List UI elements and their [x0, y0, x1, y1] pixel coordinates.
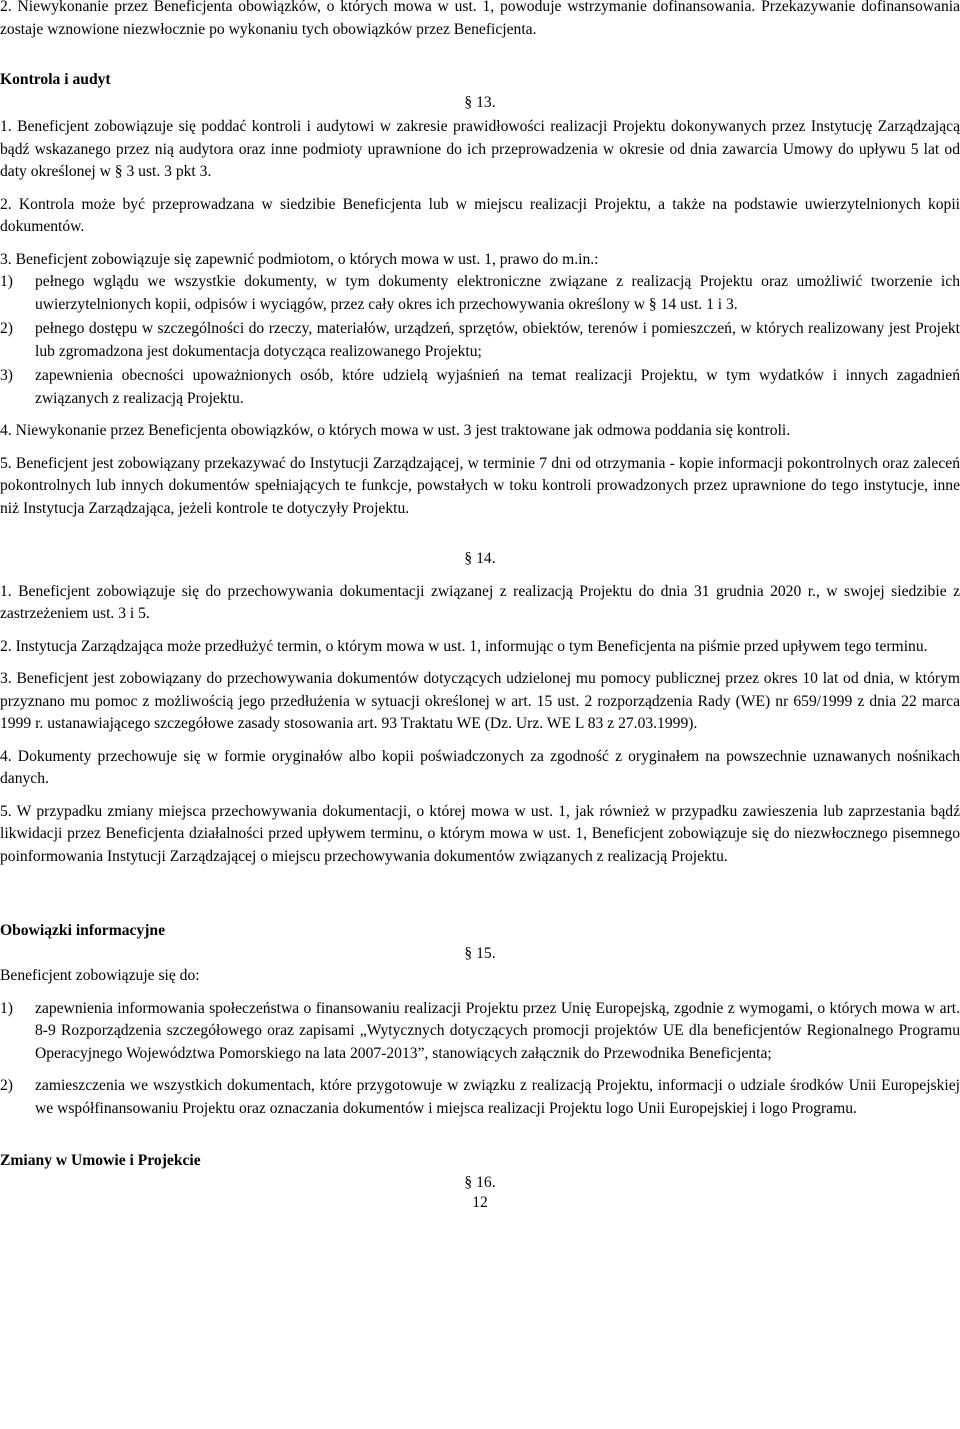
s14-paragraph-3: 3. Beneficjent jest zobowiązany do przechowywania dokumentów dotyczących udzielonej mu pomocy publicznej przez okres 10 lat od dnia, w którym przyznano mu pomoc z możliwością jego przedłużenia w sytuacji określonej w art. 15 ust. 2 rozporządzenia Rady (WE) nr 659/1999 z dnia 22 marca 1999 r. ustanawiającego szczegółowe zasady stosowania art. 93 Traktatu WE (Dz. Urz. WE L 83 z 27.03.1999). [0, 670, 960, 732]
list-item [0, 998, 960, 1066]
list-item [0, 365, 960, 410]
section-14-title: § 14. [464, 550, 496, 567]
s13-paragraph-1: 1. Beneficjent zobowiązuje się poddać kontroli i audytowi w zakresie prawidłowości realizacji Projektu dokonywanych przez Instytucję Zarządzającą bądź wskazanego przez nią audytora oraz inne podmioty uprawnione do ich przeprowadzenia w okresie od dnia zawarcia Umowy do upływu 5 lat od daty określonej w § 3 ust. 3 pkt 3. [0, 118, 960, 180]
list-item-number: 1) [0, 273, 13, 290]
list-item-number: 1) [0, 999, 13, 1017]
s13-paragraph-4: 4. Niewykonanie przez Beneficjenta obowiązków, o których mowa w ust. 3 jest traktowane jak odmowa poddania się kontroli. [0, 422, 791, 439]
s15-intro: Beneficjent zobowiązuje się do: [0, 967, 200, 984]
list-item-text: pełnego dostępu w szczególności do rzeczy, materiałów, urządzeń, sprzętów, obiektów, terenów i pomieszczeń, w których realizowany jest Projekt lub zgromadzona jest dokumentacja dotycząca realizowanego Projektu; [35, 320, 960, 360]
list-item-number: 2) [0, 1077, 13, 1094]
s13-paragraph-5: 5. Beneficjent jest zobowiązany przekazywać do Instytucji Zarządzającej, w terminie 7 dni od otrzymania - kopie informacji pokontrolnych oraz zaleceń pokontrolnych lub innych dokumentów spełniających te funkcje, powstałych w toku kontroli prowadzonych przez uprawnione do tego instytucje, inne niż Instytucja Zarządzająca, jeżeli kontrole te dotyczyły Projektu. [0, 454, 960, 517]
s13-paragraph-2: 2. Kontrola może być przeprowadzana w siedzibie Beneficjenta lub w miejscu realizacji Projektu, a także na podstawie uwierzytelnionych kopii dokumentów. [0, 195, 960, 235]
s14-paragraph-1: 1. Beneficjent zobowiązuje się do przechowywania dokumentacji związanej z realizacją Projektu do dnia 31 grudnia 2020 r., w swojej siedzibie z zastrzeżeniem ust. 3 i 5. [0, 582, 960, 622]
list-item-text: zamieszczenia we wszystkich dokumentach, które przygotowuje w związku z realizacją Projektu, informacji o udziale środków Unii Europejskiej we współfinansowaniu Projektu oraz oznaczania dokumentów i miejsca realizacji Projektu logo Unii Europejskiej i logo Programu. [35, 1077, 960, 1117]
list-item-text: pełnego wglądu we wszystkie dokumenty, w tym dokumenty elektroniczne związane z realizacją Projektu oraz umożliwić tworzenie ich uwierzytelnionych kopii, odpisów i wyciągów, przez cały okres ich przechowywania określony w § 14 ust. 1 i 3. [35, 273, 960, 313]
list-item [0, 318, 960, 363]
heading-kontrola: Kontrola i audyt [0, 71, 111, 88]
s14-paragraph-2: 2. Instytucja Zarządzająca może przedłużyć termin, o którym mowa w ust. 1, informując o tym Beneficjenta na piśmie przed upływem tego terminu. [0, 637, 928, 655]
s14-paragraph-5: 5. W przypadku zmiany miejsca przechowywania dokumentacji, o której mowa w ust. 1, jak również w przypadku zawieszenia lub zaprzestania bądź likwidacji przez Beneficjenta działalności przed upływem terminu, o którym mowa w ust. 1, Beneficjent zobowiązuje się do niezwłocznego pisemnego poinformowania Instytucji Zarządzającej o miejscu przechowywania dokumentów związanych z realizacją Projektu. [0, 802, 960, 865]
s13-paragraph-3: 3. Beneficjent zobowiązuje się zapewnić podmiotom, o których mowa w ust. 1, prawo do m.in.: [0, 250, 599, 268]
section-16-title: § 16. [464, 1173, 496, 1191]
list-item-text: zapewnienia obecności upoważnionych osób, które udzielą wyjaśnień na temat realizacji Projektu, w tym wydatków i innych zagadnień związanych z realizacją Projektu. [35, 367, 960, 407]
page-number: 12 [472, 1193, 488, 1211]
list-item [0, 271, 960, 316]
heading-obowiazki: Obowiązki informacyjne [0, 922, 166, 939]
list-item-text: zapewnienia informowania społeczeństwa o finansowaniu realizacji Projektu przez Unię Europejską, zgodnie z wymogami, o których mowa w art. 8-9 Rozporządzenia szczegółowego oraz zapisami „Wytycznych dotyczących promocji projektów UE dla beneficjentów Regionalnego Programu Operacyjnego Województwa Pomorskiego na lata 2007-2013”, stanowiących załącznik do Przewodnika Beneficjenta; [35, 999, 960, 1062]
section-13-title: § 13. [464, 93, 496, 111]
list-item-number: 2) [0, 320, 13, 337]
s14-paragraph-4: 4. Dokumenty przechowuje się w formie oryginałów albo kopii poświadczonych za zgodność z oryginałem na powszechnie uznawanych nośnikach danych. [0, 747, 960, 787]
list-item [0, 1075, 960, 1120]
heading-zmiany: Zmiany w Umowie i Projekcie [0, 1152, 201, 1169]
section-15-title: § 15. [464, 944, 496, 962]
paragraph: 2. Niewykonanie przez Beneficjenta obowiązków, o których mowa w ust. 1, powoduje wstrzymanie dofinansowania. Przekazywanie dofinansowania zostaje wznowione niezwłocznie po wykonaniu tych obowiązków przez Beneficjenta. [0, 0, 960, 38]
list-item-number: 3) [0, 367, 13, 384]
